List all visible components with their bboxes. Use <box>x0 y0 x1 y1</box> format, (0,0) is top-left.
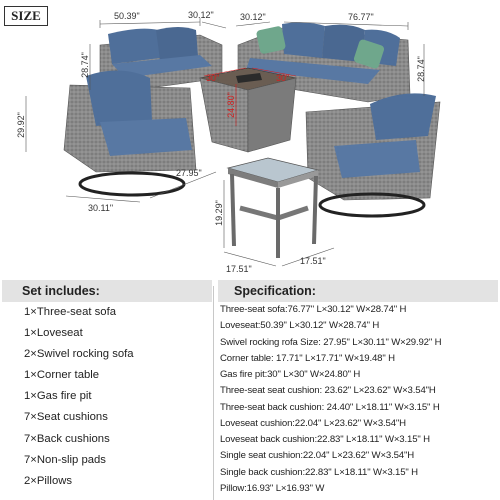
list-item: Three-seat back cushion: 24.40" L×18.11" W×3.15" H <box>220 401 440 413</box>
list-item: Loveseat cushion:22.04" L×23.62" W×3.54"H <box>220 417 406 429</box>
size-badge: SIZE <box>4 6 48 26</box>
swivel-width-label: 30.11" <box>88 203 114 213</box>
set-includes-heading: Set includes: <box>2 280 212 302</box>
list-item: 1×Three-seat sofa <box>24 306 116 318</box>
list-item: Corner table: 17.71" L×17.71" W×19.48" H <box>220 352 395 364</box>
list-item: Single seat cushion:22.04" L×23.62" W×3.54"H <box>220 450 415 462</box>
loveseat-width-label: 50.39" <box>114 11 140 21</box>
swivel-rocking-sofa-right <box>306 93 440 216</box>
list-item: Three-seat seat cushion: 23.62" L×23.62" W×3.54"H <box>220 385 436 397</box>
sofa-height-label: 28.74" <box>415 56 426 82</box>
column-divider <box>213 286 214 500</box>
table-width-label-1: 17.51" <box>226 264 252 274</box>
swivel-depth-label: 27.95" <box>176 168 202 178</box>
corner-table <box>228 158 318 258</box>
list-item: 7×Seat cushions <box>24 411 108 424</box>
list-item: Loveseat back cushion:22.83" L×18.11" W×3.15" H <box>220 434 430 445</box>
sofa-depth-label: 30.12" <box>240 12 266 22</box>
list-item: Loveseat:50.39" L×30.12" W×28.74" H <box>220 320 380 332</box>
sofa-width-label: 76.77" <box>348 12 374 22</box>
spec-section <box>0 280 500 500</box>
firepit-width-label-1: 30" <box>206 73 220 83</box>
list-item: Swivel rocking rofa Size: 27.95" L×30.11" W×29.92" H <box>220 336 442 348</box>
set-includes-column <box>2 280 212 492</box>
list-item: 7×Non-slip pads <box>24 453 106 466</box>
list-item: 1×Gas fire pit <box>24 390 92 403</box>
firepit-width-label-2: 30" <box>276 73 290 83</box>
specification-column <box>218 280 498 497</box>
list-item: 2×Pillows <box>24 474 73 487</box>
table-width-label-2: 17.51" <box>300 256 326 266</box>
list-item: 2×Swivel rocking sofa <box>24 348 134 361</box>
table-height-label: 19.29" <box>213 200 224 226</box>
list-item: 7×Back cushions <box>24 432 110 445</box>
list-item: Single back cushion:22.83" L×18.11" W×3.15" H <box>220 466 418 478</box>
list-item: Gas fire pit:30" L×30" W×24.80" H <box>220 369 361 380</box>
list-item: 1×Corner table <box>24 369 100 382</box>
loveseat-height-label: 28.74" <box>79 52 90 78</box>
firepit-height-label: 24.80" <box>225 92 236 118</box>
specification-list <box>218 302 498 497</box>
list-item: Pillow:16.93" L×16.93" W <box>220 482 325 494</box>
specification-heading: Specification: <box>218 280 498 302</box>
swivel-height-label: 29.92" <box>15 112 26 138</box>
list-item: 1×Loveseat <box>24 327 83 340</box>
set-includes-list <box>2 302 212 492</box>
list-item: Three-seat sofa:76.77" L×30.12" W×28.74" H <box>220 304 407 315</box>
loveseat-depth-label: 30.12" <box>188 10 214 20</box>
